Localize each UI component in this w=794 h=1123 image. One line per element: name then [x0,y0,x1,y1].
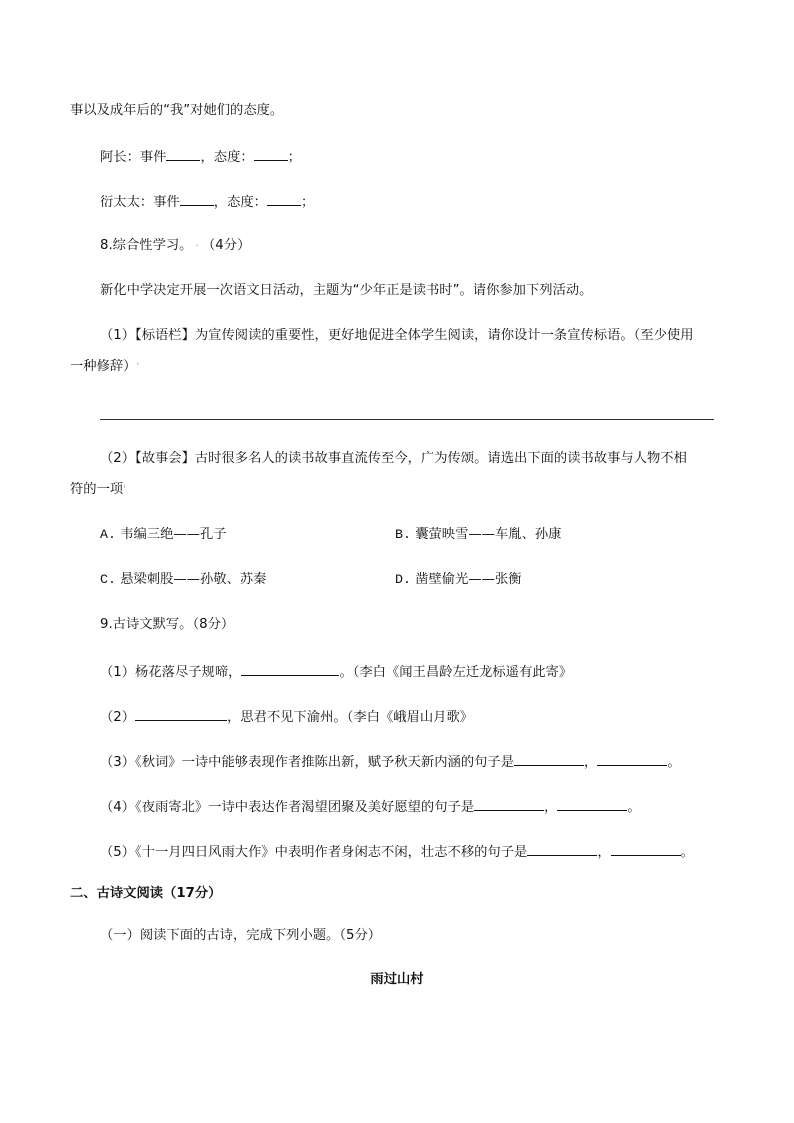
option-letter: B. [395,527,411,542]
q7-yan-line [100,191,314,213]
q9-line5 [100,841,694,863]
q7-along-event-label: 事件 [139,150,167,165]
q9-line1-post: 。（李白《闻王昌龄左迁龙标遥有此寄》 [339,665,573,680]
q8-part1-format-mark: ˈ [136,362,140,373]
option-letter: D. [395,572,411,587]
q8-intro: 新化中学决定开展一次语文日活动，主题为“少年正是读书时”。请你参加下列活动。 [100,283,593,298]
q8-option-c[interactable] [100,570,266,590]
q8-title: 8.综合性学习。 [100,238,193,253]
q9-line2-post: ，思君不见下渝州。（李白《峨眉山月歌》 [227,710,474,725]
q8-option-d[interactable] [395,570,522,590]
q7-yan-attitude-blank[interactable] [267,191,301,206]
q9-line2-pre: （2） [100,710,136,725]
option-text: 囊萤映雪——车胤、孙康 [415,527,562,542]
q8-part2-line2-text: 符的一项 [70,482,124,497]
q7-yan-event-label: 事件 [153,195,180,210]
q7-along-event-blank[interactable] [166,146,200,161]
continuation-text: 事以及成年后的“我”对她们的态度。 [70,103,284,118]
q9-line4-blank1[interactable] [474,796,544,811]
q9-line5-pre: （5）《十一月四日风雨大作》中表明作者身闲志不闲，壮志不移的句子是 [100,845,528,860]
q9-line4-sep: ， [544,800,558,815]
q7-yan-event-blank[interactable] [180,191,214,206]
option-text: 韦编三绝——孔子 [120,527,227,542]
q9-line3-pre: （3）《秋词》一诗中能够表现作者推陈出新，赋予秋天新内涵的句子是 [100,755,515,770]
q9-line1 [100,661,572,683]
q9-line5-sep: ， [597,845,611,860]
poem-title: 雨过山村 [370,972,424,987]
q7-along-end: ； [287,150,301,165]
q9-line4-end: 。 [627,800,641,815]
q9-line4-pre: （4）《夜雨寄北》一诗中表达作者渴望团聚及美好愿望的句子是 [100,800,475,815]
q9-line4-blank2[interactable] [557,796,627,811]
q8-part1-line2 [70,357,139,378]
q7-along-attitude-blank[interactable] [254,146,288,161]
q9-line3-blank2[interactable] [597,751,667,766]
option-letter: C. [100,572,116,587]
q7-yan-attitude-label: 态度： [227,195,267,210]
q9-title: 9.古诗文默写。（8分） [100,617,235,632]
q8-part2-format-mark: ˈ [123,485,126,496]
q8-option-a[interactable] [100,525,227,545]
q8-format-mark: · [192,241,203,252]
q7-along-sep: ， [200,150,214,165]
q9-line3 [100,751,681,773]
option-text: 凿壁偷光——张衡 [415,572,522,587]
q9-line5-blank1[interactable] [527,841,597,856]
section2-sub: （一）阅读下面的古诗，完成下列小题。（5分） [100,928,382,943]
q9-line1-pre: （1）杨花落尽子规啼， [100,665,242,680]
q8-part1-line2-text: 一种修辞） [70,359,137,374]
option-letter: A. [100,527,116,542]
option-text: 悬梁刺股——孙敬、苏秦 [120,572,267,587]
q7-along-name: 阿长： [100,150,140,165]
q9-line2 [100,706,473,728]
q8-title-line [100,236,250,257]
q8-part2-line1: （2）【故事会】古时很多名人的读书故事直流传至今，广为传颂。请选出下面的读书故事与人物不相 [100,451,687,466]
q7-yan-end: ； [300,195,315,210]
q7-yan-name: 衍太太： [100,195,154,210]
q9-line5-blank2[interactable] [611,841,681,856]
q9-line4 [100,796,641,818]
q9-line5-end: 。 [680,845,694,860]
section2-heading: 二、古诗文阅读（17分） [70,886,222,901]
q9-line3-sep: ， [584,755,598,770]
q9-line1-blank[interactable] [241,661,339,676]
q8-answer-rule[interactable] [100,419,714,420]
q8-part1-line1: （1）【标语栏】为宣传阅读的重要性，更好地促进全体学生阅读，请你设计一条宣传标语。（至少使用 [100,328,694,343]
q8-option-b[interactable] [395,525,561,545]
q8-part2-line2 [70,480,126,501]
q7-along-attitude-label: 态度： [213,150,254,165]
q7-yan-sep: ， [213,195,228,210]
q9-line2-blank[interactable] [135,706,227,721]
q8-score: （4分） [202,238,251,253]
q9-line3-end: 。 [667,755,681,770]
q7-along-line [100,146,301,168]
q9-line3-blank1[interactable] [514,751,584,766]
